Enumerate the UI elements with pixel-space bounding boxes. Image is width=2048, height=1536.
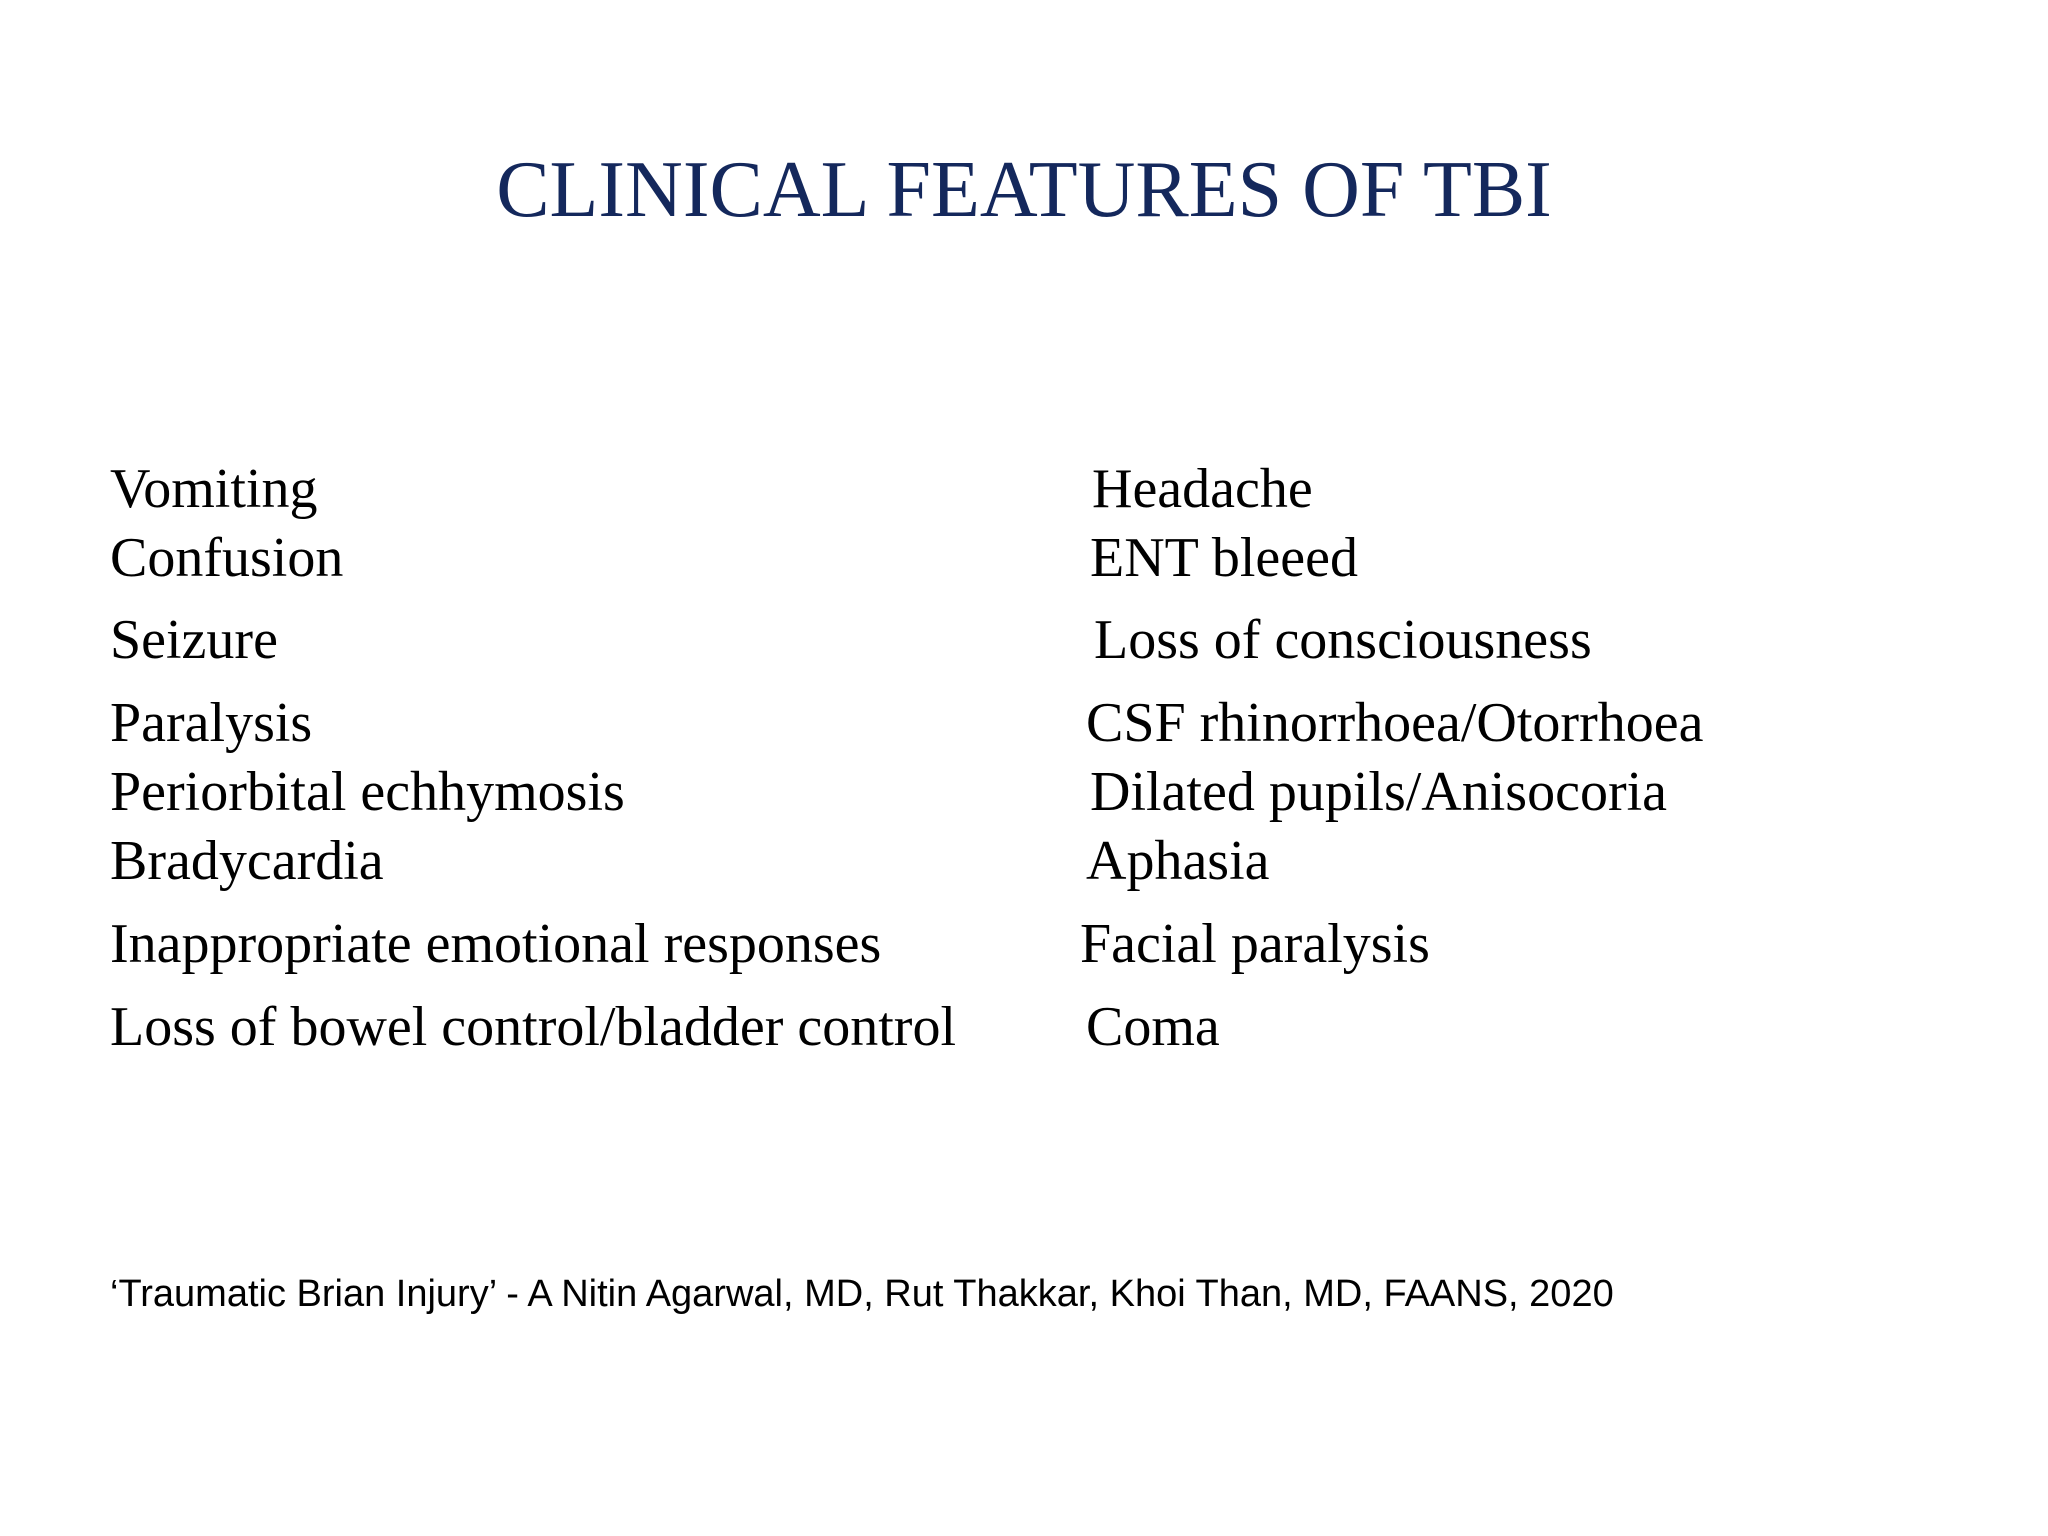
citation: ‘Traumatic Brian Injury’ - A Nitin Agarwal, MD, Rut Thakkar, Khoi Than, MD, FAANS, 2020 [110,1273,1614,1315]
right-feature-aphasia: Aphasia [1086,830,1270,892]
right-feature-ent-bleed: ENT bleeed [1090,527,1358,589]
left-feature-loss-of-bowel-bladder-control: Loss of bowel control/bladder control [110,996,957,1058]
right-feature-headache: Headache [1092,458,1313,520]
right-feature-facial-paralysis: Facial paralysis [1080,913,1430,975]
right-feature-coma: Coma [1086,996,1220,1058]
right-feature-csf-rhinorrhoea: CSF rhinorrhoea/Otorrhoea [1086,692,1704,754]
right-feature-loss-of-consciousness: Loss of consciousness [1094,609,1592,671]
left-feature-vomiting: Vomiting [110,458,318,520]
left-feature-confusion: Confusion [110,527,344,589]
left-feature-periorbital-echhymosis: Periorbital echhymosis [110,761,625,823]
slide-title: CLINICAL FEATURES OF TBI [496,146,1552,234]
left-feature-paralysis: Paralysis [110,692,313,754]
right-feature-dilated-pupils: Dilated pupils/Anisocoria [1090,761,1668,823]
left-feature-inappropriate-emotional-responses: Inappropriate emotional responses [110,913,882,975]
left-feature-bradycardia: Bradycardia [110,830,384,892]
left-feature-seizure: Seizure [110,609,278,671]
